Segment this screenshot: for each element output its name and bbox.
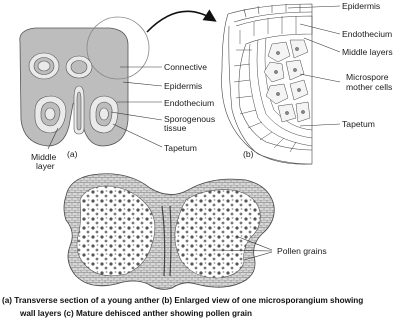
panel-a-transverse-section xyxy=(20,17,215,171)
zoom-arrow xyxy=(147,11,214,32)
label-microspore-2: mother cells xyxy=(346,82,393,92)
label-middle-layer: Middle xyxy=(31,152,57,162)
panel-b-tag: (b) xyxy=(243,149,254,159)
microsporangium-bottom-right xyxy=(90,96,118,133)
microsporangium-top-left xyxy=(29,53,59,79)
label-epidermis-a: Epidermis xyxy=(164,81,203,91)
label-endothecium-b: Endothecium xyxy=(342,29,393,39)
label-microspore: Microspore xyxy=(346,72,389,82)
label-tapetum-b: Tapetum xyxy=(342,119,375,129)
label-pollen-grains: Pollen grains xyxy=(277,246,327,256)
label-middle-layers: Middle layers xyxy=(342,47,393,57)
panel-c-dehisced-anther xyxy=(64,174,327,290)
microsporangium-top-right xyxy=(66,56,92,78)
panel-b-microsporangium-wall xyxy=(222,1,393,164)
label-connective: Connective xyxy=(164,62,207,72)
label-sporogenous: Sporogenous xyxy=(164,114,216,124)
label-tapetum-a: Tapetum xyxy=(164,143,197,153)
label-epidermis-b: Epidermis xyxy=(342,1,381,11)
caption-line-1: (a) Transverse section of a young anther (b) Enlarged view of one microsporangium showing xyxy=(2,296,364,305)
label-endothecium-a: Endothecium xyxy=(164,98,215,108)
panel-a-tag: (a) xyxy=(67,149,78,159)
label-sporogenous-2: tissue xyxy=(164,123,187,133)
label-middle-layer-2: layer xyxy=(36,161,55,171)
caption-line-2: wall layers (c) Mature dehisced anther showing pollen grain xyxy=(20,309,253,318)
